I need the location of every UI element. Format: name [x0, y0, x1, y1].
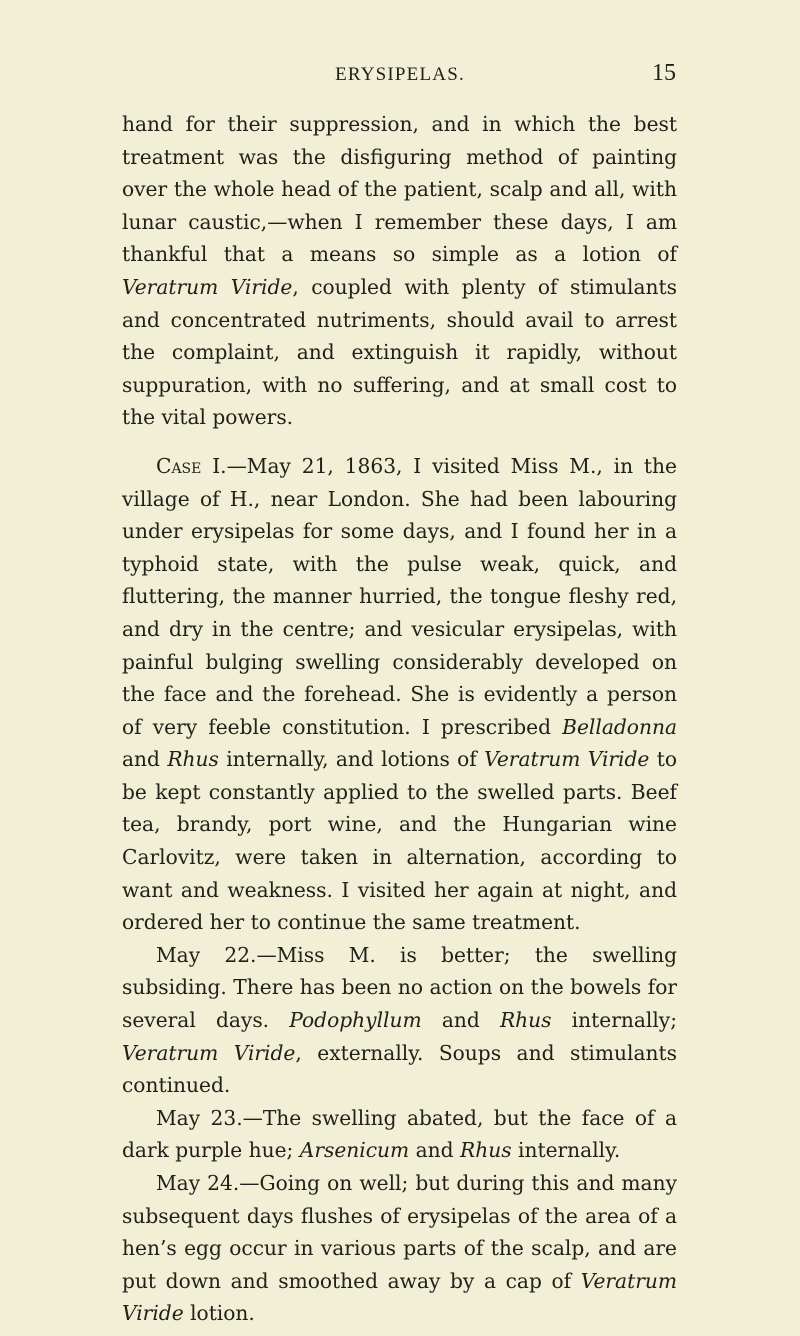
text-run: internally;: [551, 1008, 677, 1033]
italic-term: Veratrum Viride: [484, 747, 650, 772]
text-run: internally.: [511, 1138, 621, 1163]
italic-term: Arsenicum: [299, 1138, 410, 1163]
italic-term: Veratrum Viride: [122, 274, 293, 299]
text-run: May 23.—The swelling abated, but the face of a dark purple hue;: [122, 1105, 677, 1163]
text-run: internally, and lotions of: [218, 747, 485, 772]
italic-term: Veratrum Viride: [122, 1268, 677, 1326]
text-run: May 22.—Miss M. is better; the swelling subsiding. There has been no action on the bowels for several days.: [122, 942, 677, 1033]
running-head: [0, 60, 800, 94]
paragraph-may-23: [122, 1102, 677, 1167]
text-run: lotion.: [183, 1301, 255, 1326]
paragraph-may-22: [122, 939, 677, 1102]
page-number: 15: [652, 60, 676, 86]
paragraph-case-one: [122, 450, 677, 939]
italic-term: Podophyllum: [289, 1008, 422, 1033]
text-run: to be kept constantly applied to the swelled parts. Beef tea, brandy, port wine, and the Hungarian wine Carlovitz, were taken in alternation, according to want and weakness. I visited her again at night, and ordered her to continue the same treatment.: [122, 747, 677, 935]
italic-term: Rhus: [499, 1008, 552, 1033]
body-text: [122, 108, 677, 1330]
text-run: and: [421, 1008, 500, 1033]
italic-term: Veratrum Viride: [122, 1040, 296, 1065]
text-run: and: [122, 747, 168, 772]
text-run: and: [409, 1138, 460, 1163]
italic-term: Rhus: [167, 747, 219, 772]
text-run: , coupled with plenty of stimulants and concentrated nutriments, should avail to arrest the complaint, and extinguish it rapidly, without suppuration, with no suffering, and at small cost to the vital powers.: [122, 274, 677, 430]
paragraph-continuation: [122, 108, 677, 434]
text-run: —May 21, 1863, I visited Miss M., in the village of H., near London. She had been labouring under erysipelas for some days, and I found her in a typhoid state, with the pulse weak, quick, and fluttering, the manner hurried, the tongue fleshy red, and dry in the centre; and vesicular erysipelas, with painful bulging swelling considerably developed on the face and the forehead. She is evidently a person of very feeble constitution. I prescribed: [122, 453, 677, 739]
text-run: , externally. Soups and stimulants continued.: [122, 1040, 677, 1098]
case-heading: Case I.: [156, 453, 227, 478]
italic-term: Rhus: [460, 1138, 512, 1163]
italic-term: Belladonna: [562, 714, 677, 739]
paragraph-may-24: [122, 1167, 677, 1330]
text-run: May 24.—Going on well; but during this and many subsequent days flushes of erysipelas of the area of a hen’s egg occur in various parts of the scalp, and are put down and smoothed away by a cap of: [122, 1171, 677, 1293]
text-run: hand for their suppression, and in which the best treatment was the disfiguring method of painting over the whole head of the patient, scalp and all, with lunar caustic,—when I remember these days, I am thankful that a means so simple as a lotion of: [122, 112, 677, 267]
running-title: ERYSIPELAS.: [335, 64, 465, 85]
